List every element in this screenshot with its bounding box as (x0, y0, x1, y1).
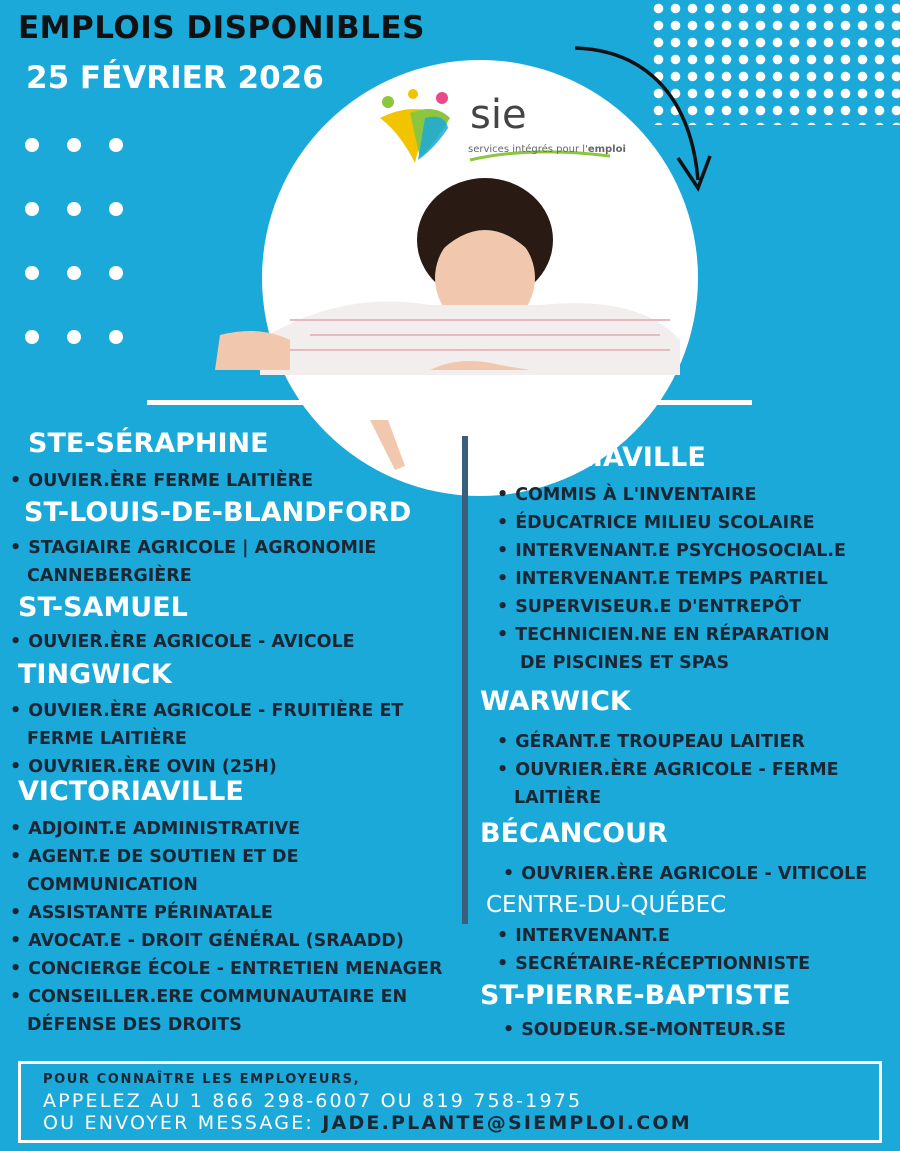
contact-intro: POUR CONNAÎTRE LES EMPLOYEURS, (43, 1072, 361, 1087)
job-item: • CONCIERGE ÉCOLE - ENTRETIEN MENAGER (10, 955, 442, 983)
job-item: • ASSISTANTE PÉRINATALE (10, 899, 442, 927)
job-item: • OUVIER.ÈRE AGRICOLE - FRUITIÈRE ET (10, 697, 403, 725)
city-victoriaville-right (480, 442, 706, 473)
job-item-continued: CANNEBERGIÈRE (27, 566, 192, 586)
job-item: • OUVRIER.ÈRE OVIN (25H) (10, 753, 403, 781)
city-victoriaville-left (18, 776, 244, 807)
city-name: TINGWICK (18, 659, 172, 690)
job-item-continued: LAITIÈRE (514, 788, 602, 808)
city-name: WARWICK (480, 686, 631, 717)
city-tingwick (18, 659, 172, 690)
job-item: • COMMIS À L'INVENTAIRE (497, 481, 846, 509)
job-list (10, 534, 376, 590)
job-list (497, 922, 810, 978)
job-item: • OUVIER.ÈRE FERME LAITIÈRE (10, 467, 313, 495)
job-list (503, 1016, 786, 1044)
poster-date: 25 FÉVRIER 2026 (26, 60, 324, 96)
dot-grid-decoration (16, 138, 156, 394)
woman-illustration (200, 170, 720, 470)
contact-email-line: OU ENVOYER MESSAGE: JADE.PLANTE@SIEMPLOI.COM (43, 1112, 692, 1134)
job-item: • STAGIAIRE AGRICOLE | AGRONOMIE (10, 534, 376, 562)
city-name: ST-PIERRE-BAPTISTE (480, 980, 791, 1011)
city-becancour (480, 818, 668, 849)
job-list (10, 467, 313, 495)
vertical-divider (462, 436, 468, 924)
job-item-continued: DÉFENSE DES DROITS (27, 1015, 242, 1035)
city-warwick (480, 686, 631, 717)
horizontal-divider (147, 400, 752, 405)
job-item-continued: DE PISCINES ET SPAS (520, 653, 730, 673)
job-list (503, 860, 867, 888)
job-item: • SECRÉTAIRE-RÉCEPTIONNISTE (497, 950, 810, 978)
city-name: VICTORIAVILLE (480, 442, 706, 473)
city-ste-seraphine (28, 428, 269, 459)
job-item: • INTERVENANT.E PSYCHOSOCIAL.E (497, 537, 846, 565)
job-list (10, 697, 403, 781)
city-name: ST-LOUIS-DE-BLANDFORD (24, 497, 412, 528)
city-name: BÉCANCOUR (480, 818, 668, 849)
job-list (10, 628, 355, 656)
city-st-pierre-baptiste (480, 980, 791, 1011)
city-name: STE-SÉRAPHINE (28, 428, 269, 459)
job-item: • OUVRIER.ÈRE AGRICOLE - VITICOLE (503, 860, 867, 888)
job-item: • GÉRANT.E TROUPEAU LAITIER (497, 728, 839, 756)
job-item-continued: COMMUNICATION (27, 875, 198, 895)
city-name: ST-SAMUEL (18, 592, 188, 623)
job-item: • CONSEILLER.ERE COMMUNAUTAIRE EN (10, 983, 442, 1011)
job-item: • INTERVENANT.E (497, 922, 810, 950)
job-list (497, 481, 846, 677)
logo-wordmark: sie (470, 92, 527, 138)
contact-phone: APPELEZ AU 1 866 298-6007 OU 819 758-1975 (43, 1090, 583, 1112)
job-item-continued: FERME LAITIÈRE (27, 729, 187, 749)
job-item: • SUPERVISEUR.E D'ENTREPÔT (497, 593, 846, 621)
city-st-louis-de-blandford (24, 497, 411, 528)
city-name: VICTORIAVILLE (18, 776, 244, 807)
city-st-samuel (18, 592, 188, 623)
job-list (497, 728, 839, 812)
contact-email[interactable]: JADE.PLANTE@SIEMPLOI.COM (322, 1112, 692, 1134)
job-item: • ÉDUCATRICE MILIEU SCOLAIRE (497, 509, 846, 537)
logo-tagline: services intégrés pour l'emploi (468, 144, 626, 155)
poster-title: EMPLOIS DISPONIBLES (18, 10, 425, 46)
job-item: • OUVRIER.ÈRE AGRICOLE - FERME (497, 756, 839, 784)
job-item: • INTERVENANT.E TEMPS PARTIEL (497, 565, 846, 593)
job-item: • SOUDEUR.SE-MONTEUR.SE (503, 1016, 786, 1044)
job-item: • ADJOINT.E ADMINISTRATIVE (10, 815, 442, 843)
city-name: CENTRE-DU-QUÉBEC (486, 892, 727, 918)
contact-box (18, 1061, 882, 1143)
job-list (10, 815, 442, 1039)
city-centre-du-quebec (486, 892, 726, 918)
job-item: • OUVIER.ÈRE AGRICOLE - AVICOLE (10, 628, 355, 656)
job-item: • AGENT.E DE SOUTIEN ET DE (10, 843, 442, 871)
job-item: • TECHNICIEN.NE EN RÉPARATION (497, 621, 846, 649)
job-item: • AVOCAT.E - DROIT GÉNÉRAL (SRAADD) (10, 927, 442, 955)
